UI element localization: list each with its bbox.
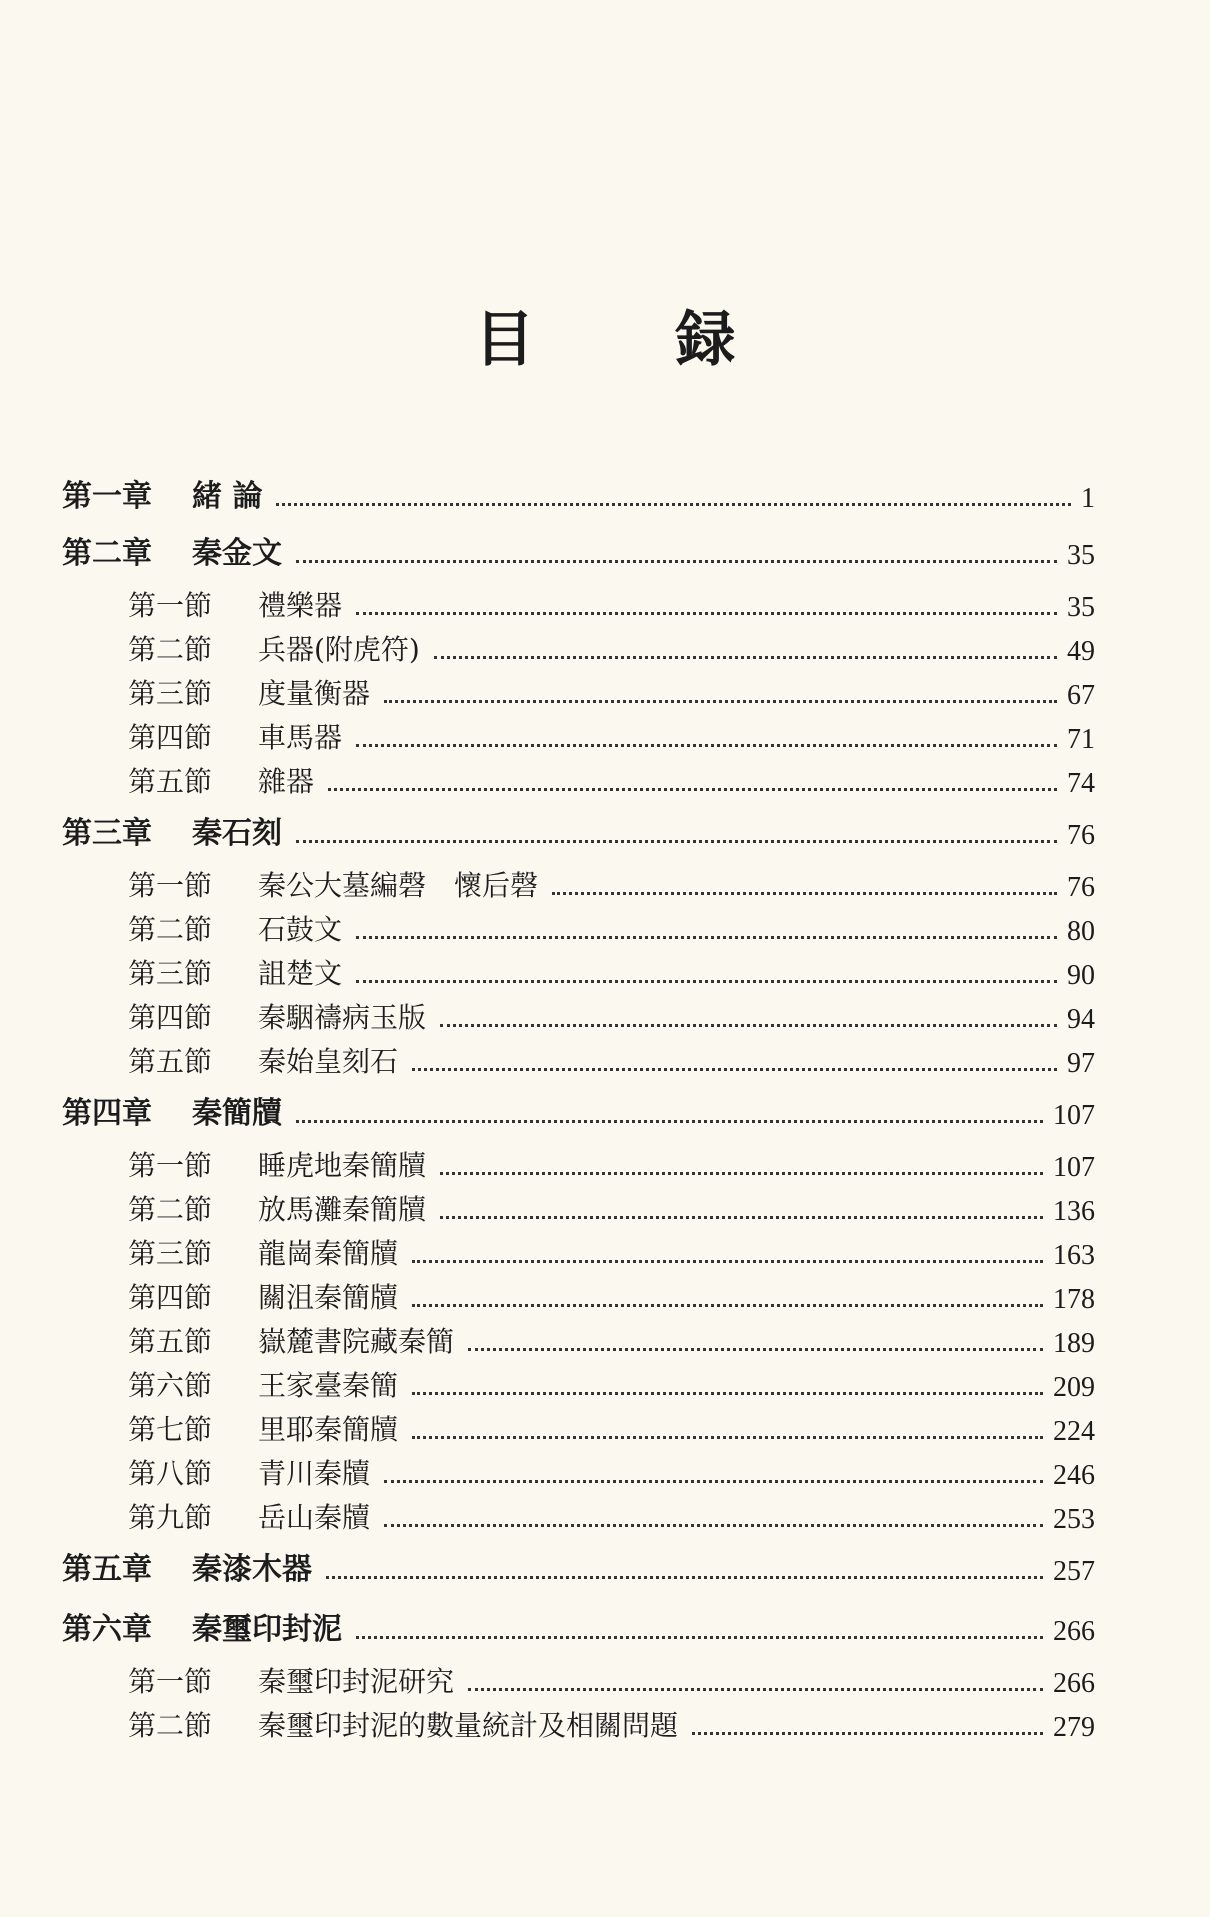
section-title: 石鼓文 [258,913,343,946]
section-number: 第五節 [128,1045,213,1078]
entry-label [62,471,262,515]
section-number: 第八節 [128,1457,213,1490]
page-number: 107 [1053,1100,1095,1131]
toc-section[interactable] [128,996,1095,1036]
toc-section[interactable] [128,1660,1095,1700]
toc-section[interactable] [128,1320,1095,1360]
page-number: 80 [1067,916,1095,947]
page-number: 76 [1067,872,1095,903]
dot-leader [296,1120,1043,1123]
entry-label [128,1040,398,1080]
dot-leader [692,1732,1043,1735]
entry-label [128,716,342,756]
section-title: 秦璽印封泥的數量統計及相關問題 [258,1709,679,1742]
page-number: 94 [1067,1004,1095,1035]
entry-label [128,628,420,668]
entry-label [62,808,282,852]
dot-leader [356,744,1057,747]
entry-label [128,1320,454,1360]
dot-leader [412,1304,1043,1307]
page-number: 35 [1067,592,1095,623]
chapter-number: 第二章 [62,536,152,571]
entry-label [62,1604,342,1648]
page-number: 279 [1053,1712,1095,1743]
dot-leader [356,1636,1043,1639]
section-number: 第四節 [128,1001,213,1034]
toc-section[interactable] [128,584,1095,624]
page-number: 71 [1067,724,1095,755]
chapter-title: 秦簡牘 [192,1096,282,1131]
toc-section[interactable] [128,1452,1095,1492]
section-title: 里耶秦簡牘 [258,1413,399,1446]
chapter-number: 第五章 [62,1552,152,1587]
entry-label [128,1704,678,1744]
section-title: 詛楚文 [258,957,343,990]
chapter-number: 第三章 [62,816,152,851]
toc-section[interactable] [128,1188,1095,1228]
section-title: 王家臺秦簡 [258,1369,399,1402]
section-title: 兵器(附虎符) [258,633,420,666]
toc-section[interactable] [128,672,1095,712]
page-number: 49 [1067,636,1095,667]
page-number: 209 [1053,1372,1095,1403]
entry-label [128,864,538,904]
toc-section[interactable] [128,760,1095,800]
section-number: 第九節 [128,1501,213,1534]
dot-leader [552,892,1057,895]
chapter-title: 秦金文 [192,536,282,571]
section-title: 青川秦牘 [258,1457,371,1490]
toc-section[interactable] [128,1276,1095,1316]
toc-section[interactable] [128,952,1095,992]
section-title: 秦始皇刻石 [258,1045,399,1078]
section-title: 度量衡器 [258,677,371,710]
dot-leader [412,1068,1057,1071]
section-title: 嶽麓書院藏秦簡 [258,1325,455,1358]
section-title: 放馬灘秦簡牘 [258,1193,427,1226]
entry-label [128,584,342,624]
dot-leader [276,503,1071,506]
dot-leader [440,1216,1043,1219]
entry-label [128,1232,398,1272]
page-number: 189 [1053,1328,1095,1359]
entry-label [128,1452,370,1492]
toc-section[interactable] [128,908,1095,948]
dot-leader [328,788,1057,791]
section-number: 第三節 [128,1237,213,1270]
dot-leader [384,1480,1043,1483]
section-title: 秦公大墓編磬 懷后磬 [258,869,539,902]
chapter-title: 秦漆木器 [192,1552,312,1587]
section-number: 第一節 [128,869,213,902]
page-number: 67 [1067,680,1095,711]
dot-leader [384,700,1057,703]
page-number: 136 [1053,1196,1095,1227]
page-number: 266 [1053,1668,1095,1699]
dot-leader [296,840,1057,843]
page-number: 266 [1053,1616,1095,1647]
entry-label [62,1088,282,1132]
dot-leader [468,1348,1043,1351]
dot-leader [296,560,1057,563]
dot-leader [356,612,1057,615]
section-title: 睡虎地秦簡牘 [258,1149,427,1182]
section-number: 第一節 [128,1149,213,1182]
section-number: 第一節 [128,589,213,622]
entry-label [128,1496,370,1536]
dot-leader [356,980,1057,983]
chapter-title: 秦石刻 [192,816,282,851]
dot-leader [326,1576,1043,1579]
section-title: 秦璽印封泥研究 [258,1665,455,1698]
entry-label [62,1544,312,1588]
entry-label [128,1408,398,1448]
section-title: 關沮秦簡牘 [258,1281,399,1314]
entry-label [62,528,282,572]
section-title: 車馬器 [258,721,343,754]
toc-chapter-2[interactable] [62,532,1095,572]
entry-label [128,1188,426,1228]
dot-leader [384,1524,1043,1527]
toc-section[interactable] [128,1704,1095,1744]
dot-leader [440,1024,1057,1027]
page-title: 目 録 [474,305,796,375]
page-number: 257 [1053,1556,1095,1587]
dot-leader [412,1436,1043,1439]
section-number: 第二節 [128,1193,213,1226]
page-number: 224 [1053,1416,1095,1447]
entry-label [128,1144,426,1184]
page-number: 90 [1067,960,1095,991]
toc-chapter-1[interactable] [62,475,1095,515]
toc-section[interactable] [128,1144,1095,1184]
section-title: 岳山秦牘 [258,1501,371,1534]
section-number: 第五節 [128,765,213,798]
toc-chapter-6[interactable] [62,1608,1095,1648]
page-number: 35 [1067,540,1095,571]
toc-section[interactable] [128,628,1095,668]
toc-section[interactable] [128,864,1095,904]
entry-label [128,1276,398,1316]
dot-leader [412,1260,1043,1263]
entry-label [128,908,342,948]
toc-section[interactable] [128,1040,1095,1080]
toc-section[interactable] [128,1496,1095,1536]
entry-label [128,1364,398,1404]
section-number: 第二節 [128,913,213,946]
page-number: 107 [1053,1152,1095,1183]
page-number: 253 [1053,1504,1095,1535]
toc-chapter-5[interactable] [62,1548,1095,1588]
dot-leader [440,1172,1043,1175]
section-number: 第三節 [128,957,213,990]
entry-label [128,996,426,1036]
toc-chapter-4[interactable] [62,1092,1095,1132]
toc-section[interactable] [128,716,1095,756]
chapter-title: 緒 論 [192,479,263,514]
toc-chapter-3[interactable] [62,812,1095,852]
section-title: 雜器 [258,765,315,798]
dot-leader [412,1392,1043,1395]
section-number: 第二節 [128,633,213,666]
entry-label [128,760,314,800]
page-number: 1 [1081,483,1095,514]
dot-leader [356,936,1057,939]
entry-label [128,672,370,712]
section-title: 禮樂器 [258,589,343,622]
page-number: 97 [1067,1048,1095,1079]
section-number: 第七節 [128,1413,213,1446]
page-number: 74 [1067,768,1095,799]
page-number: 246 [1053,1460,1095,1491]
toc-section[interactable] [128,1364,1095,1404]
chapter-number: 第四章 [62,1096,152,1131]
section-number: 第六節 [128,1369,213,1402]
entry-label [128,1660,454,1700]
section-number: 第一節 [128,1665,213,1698]
section-number: 第三節 [128,677,213,710]
toc-section[interactable] [128,1408,1095,1448]
section-title: 秦駰禱病玉版 [258,1001,427,1034]
chapter-number: 第一章 [62,479,152,514]
chapter-number: 第六章 [62,1612,152,1647]
entry-label [128,952,342,992]
dot-leader [434,656,1057,659]
dot-leader [468,1688,1043,1691]
section-number: 第四節 [128,1281,213,1314]
page-number: 178 [1053,1284,1095,1315]
page-number: 76 [1067,820,1095,851]
toc-section[interactable] [128,1232,1095,1272]
section-number: 第二節 [128,1709,213,1742]
section-number: 第四節 [128,721,213,754]
section-title: 龍崗秦簡牘 [258,1237,399,1270]
page-number: 163 [1053,1240,1095,1271]
chapter-title: 秦璽印封泥 [192,1612,342,1647]
section-number: 第五節 [128,1325,213,1358]
